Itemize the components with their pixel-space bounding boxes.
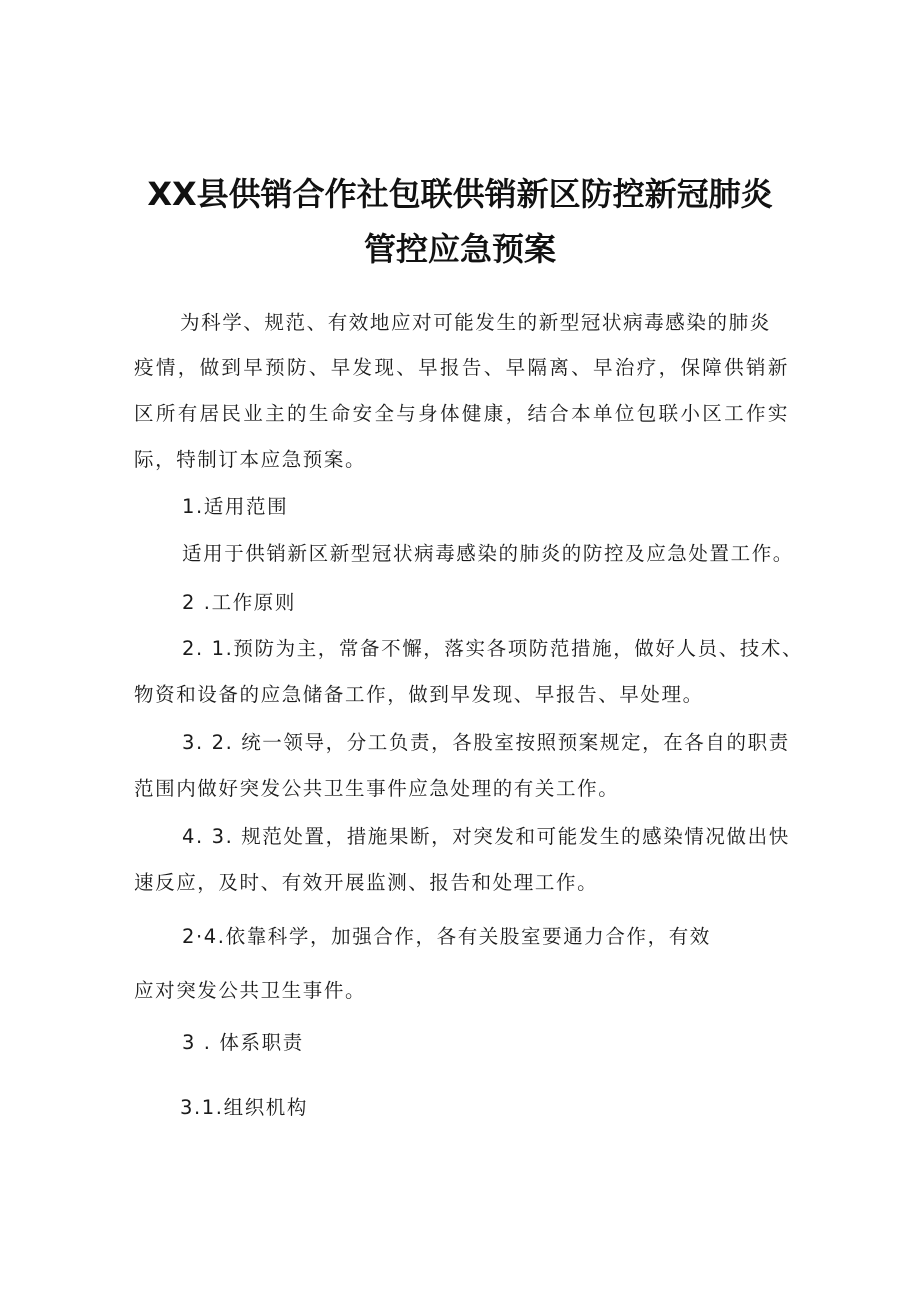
principle-1-line-2: 物资和设备的应急储备工作，做到早发现、早报告、早处理。: [134, 683, 704, 706]
section-2-heading: 2 .工作原则: [182, 591, 297, 614]
principle-2-line-1: 3. 2. 统一领导，分工负责，各股室按照预案规定，在各自的职责: [182, 731, 790, 754]
principle-1-line-1: 2. 1.预防为主，常备不懈，落实各项防范措施，做好人员、技术、: [182, 637, 804, 660]
principle-4-line-1: 2·4.依靠科学，加强合作，各有关股室要通力合作，有效: [182, 925, 711, 948]
document-title-line-1: XX县供销合作社包联供销新区防控新冠肺炎: [147, 175, 773, 213]
section-1-heading: 1.适用范围: [182, 495, 289, 518]
principle-4-line-2: 应对突发公共卫生事件。: [134, 979, 367, 1002]
section-3-heading: 3 . 体系职责: [182, 1031, 304, 1054]
intro-line-2: 疫情，做到早预防、早发现、早报告、早隔离、早治疗，保障供销新: [134, 356, 789, 379]
principle-3-line-1: 4. 3. 规范处置，措施果断，对突发和可能发生的感染情况做出快: [182, 825, 790, 848]
intro-line-3: 区所有居民业主的生命安全与身体健康，结合本单位包联小区工作实: [134, 402, 789, 425]
intro-line-4: 际，特制订本应急预案。: [134, 448, 367, 471]
section-3-1-heading: 3.1.组织机构: [180, 1096, 309, 1119]
principle-2-line-2: 范围内做好突发公共卫生事件应急处理的有关工作。: [134, 777, 620, 800]
intro-line-1: 为科学、规范、有效地应对可能发生的新型冠状病毒感染的肺炎: [180, 311, 771, 334]
document-title-line-2: 管控应急预案: [363, 230, 556, 268]
section-1-text: 适用于供销新区新型冠状病毒感染的肺炎的防控及应急处置工作。: [182, 542, 794, 565]
principle-3-line-2: 速反应，及时、有效开展监测、报告和处理工作。: [134, 871, 599, 894]
